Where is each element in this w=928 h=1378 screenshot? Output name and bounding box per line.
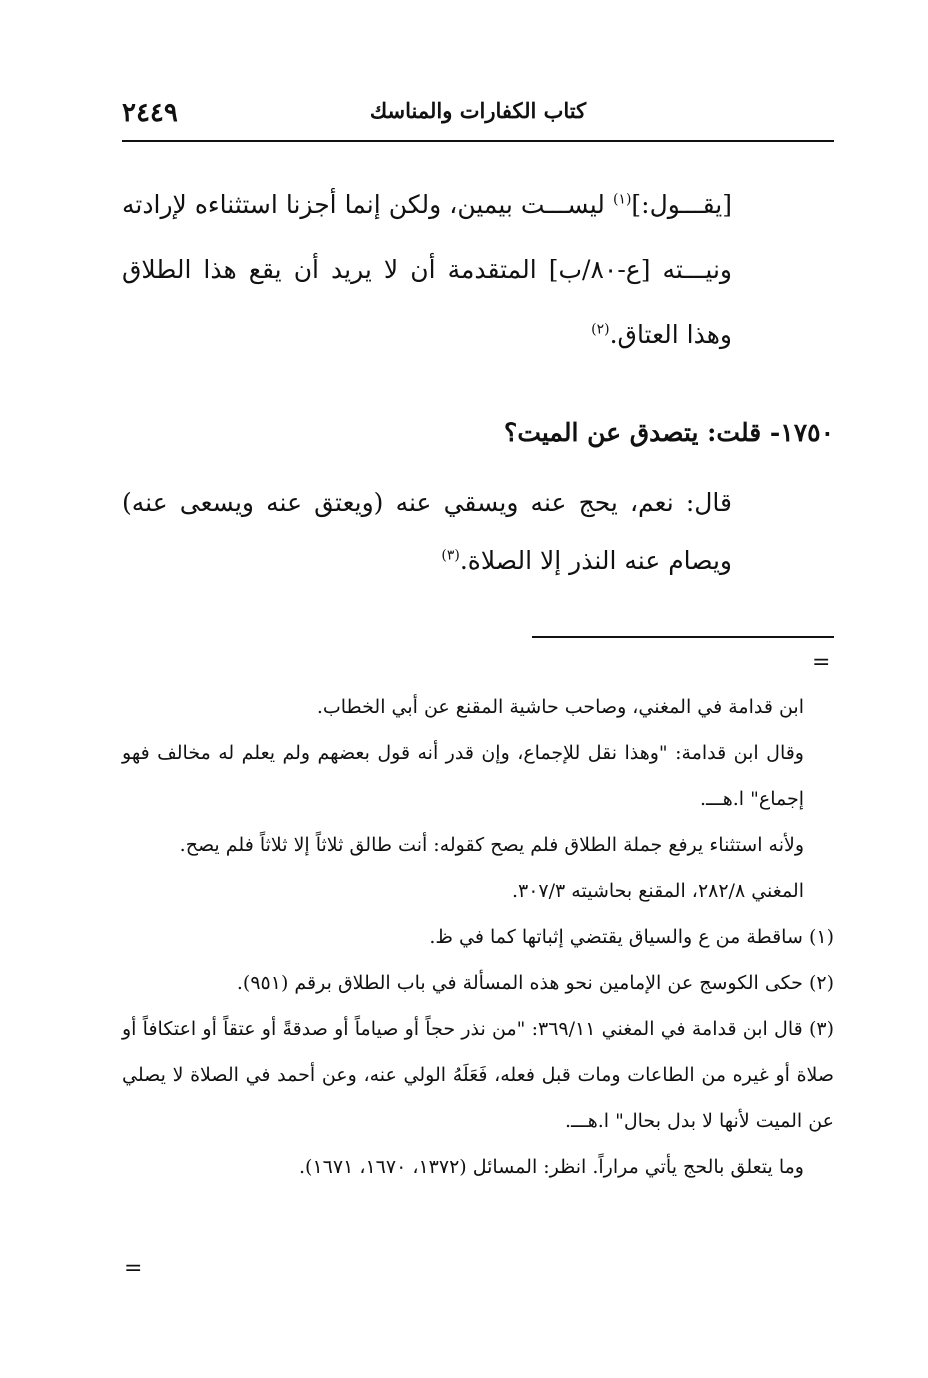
main-paragraph: [122, 172, 732, 367]
footnote-text: قال ابن قدامة في المغني ٣٦٩/١١: "من نذر حجاً أو صياماً أو صدقةً أو عتقاً أو اعتكافاً أو صلاة أو غيره من الطاعات ومات قبل فعله، فَعَلَهُ الولي عنه، وعن أحمد في الصلاة لا يصلي عن الميت لأنها لا بدل بحال" ا.هـــ.: [122, 1018, 834, 1132]
footnote-number: (٢): [808, 972, 834, 994]
footnote-continuation-line: وقال ابن قدامة: "وهذا نقل للإجماع، وإن قدر أنه قول بعضهم ولم يعلم له مخالف فهو إجماع" ا.هـــ.: [122, 742, 804, 810]
footnote-continuation-line: ولأنه استثناء يرفع جملة الطلاق فلم يصح كقوله: أنت طالق ثلاثاً إلا ثلاثاً فلم يصح.: [179, 834, 804, 856]
footnote-3: [122, 1006, 834, 1144]
footnote-continuation-line: ابن قدامة في المغني، وصاحب حاشية المقنع عن أبي الخطاب.: [316, 696, 804, 718]
footnotes-section: [122, 684, 834, 1190]
footnote-continuation-line: المغني ٢٨٢/٨، المقنع بحاشيته ٣٠٧/٣.: [511, 880, 804, 902]
footnote-number: (١): [808, 926, 834, 948]
question-heading: ١٧٥٠- قلت: يتصدق عن الميت؟: [504, 418, 834, 447]
page-number: ٢٤٤٩: [122, 98, 178, 128]
bracketed-word: [يقـــول:]: [631, 190, 732, 219]
footnote-text: ساقطة من ع والسياق يقتضي إثباتها كما في ظ.: [429, 926, 809, 948]
footnote-2: [122, 960, 834, 1006]
header-rule: [122, 140, 834, 142]
footnote-separator: [532, 636, 834, 638]
main-paragraph-text: ليســـت بيمين، ولكن إنما أجزنا استثناءه لإرادته ونيـــته [ع-٨٠/ب] المتقدمة أن لا يريد أن يقع هذا الطلاق وهذا العتاق.: [122, 190, 732, 349]
continuation-mark-bottom: =: [124, 1256, 143, 1281]
footnote-number: (٣): [808, 1018, 835, 1040]
footnote-1: [122, 914, 834, 960]
page-header: [122, 96, 834, 136]
running-title: كتاب الكفارات والمناسك: [369, 98, 587, 123]
footnote-ref-2: (٢): [591, 321, 610, 338]
footnote-3-continuation: وما يتعلق بالحج يأتي مراراً. انظر: المسائل (١٣٧٢، ١٦٧٠، ١٦٧١).: [299, 1156, 804, 1178]
footnote-ref-1: (١): [612, 191, 632, 208]
footnote-text: حكى الكوسج عن الإمامين نحو هذه المسألة في باب الطلاق برقم (٩٥١).: [236, 972, 809, 994]
footnote-ref-3: (٣): [441, 547, 460, 564]
answer-text: قال: نعم، يحج عنه ويسقي عنه (ويعتق عنه ويسعى عنه) ويصام عنه النذر إلا الصلاة.: [122, 488, 732, 575]
continuation-mark-top: =: [812, 650, 831, 675]
answer-paragraph: [122, 474, 732, 590]
